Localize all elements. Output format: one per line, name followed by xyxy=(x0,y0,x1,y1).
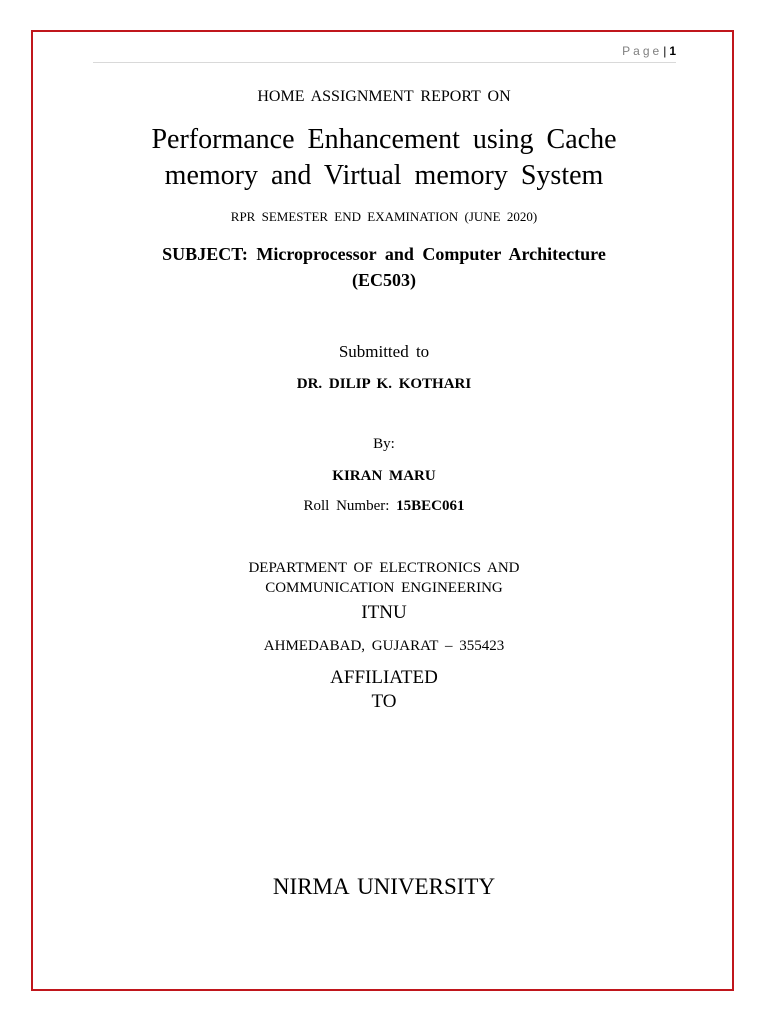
affiliated-line-1: AFFILIATED xyxy=(330,667,438,688)
roll-number-value: 15BEC061 xyxy=(396,498,465,514)
page-number: 1 xyxy=(669,44,676,58)
page-label: Page xyxy=(622,44,663,58)
page-number-indicator xyxy=(622,43,676,59)
assignment-heading: HOME ASSIGNMENT REPORT ON xyxy=(257,88,511,105)
student-name: KIRAN MARU xyxy=(332,468,436,484)
affiliated-to xyxy=(0,666,768,714)
department xyxy=(0,558,768,598)
page-number-separator: | xyxy=(663,44,667,58)
department-line-1: DEPARTMENT OF ELECTRONICS AND xyxy=(248,560,520,576)
exam-line: RPR SEMESTER END EXAMINATION (JUNE 2020) xyxy=(230,209,538,224)
report-title-line-2: memory and Virtual memory System xyxy=(164,160,604,191)
by-label: By: xyxy=(373,436,395,452)
roll-number-line xyxy=(0,496,768,516)
subject-line-1: SUBJECT: Microprocessor and Computer Architecture xyxy=(162,244,606,264)
submitted-to-label: Submitted to xyxy=(338,342,430,361)
subject-heading xyxy=(0,241,768,293)
department-line-2: COMMUNICATION ENGINEERING xyxy=(265,580,503,596)
supervisor-name: DR. DILIP K. KOTHARI xyxy=(296,376,472,392)
affiliated-line-2: TO xyxy=(371,691,397,712)
report-title-line-1: Performance Enhancement using Cache xyxy=(151,124,617,155)
report-title xyxy=(0,122,768,194)
roll-number-label: Roll Number: xyxy=(303,498,390,514)
institute-location: AHMEDABAD, GUJARAT – 355423 xyxy=(263,638,505,654)
subject-line-2: (EC503) xyxy=(352,270,416,290)
page-header xyxy=(93,43,676,63)
university-name: NIRMA UNIVERSITY xyxy=(272,874,496,899)
institute-name: ITNU xyxy=(361,602,407,623)
